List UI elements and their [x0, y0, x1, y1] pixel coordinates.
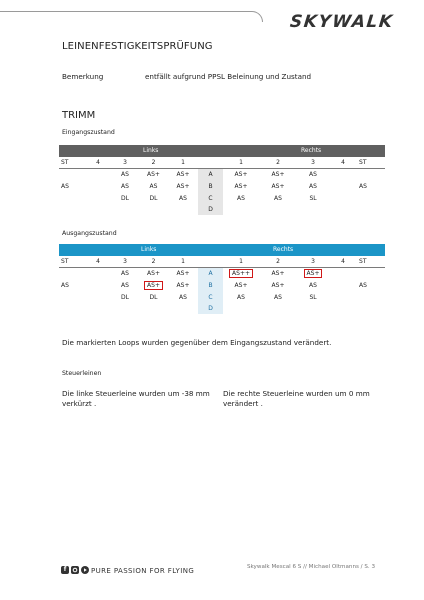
right-header: Rechts — [259, 244, 357, 256]
left-header: Links — [139, 145, 198, 157]
header-rule — [0, 11, 250, 12]
table-cell — [139, 280, 168, 292]
table-cell: DL — [149, 293, 158, 301]
table-row — [59, 303, 385, 315]
table-cell: AS+ — [147, 171, 160, 179]
table-cell: AS — [274, 293, 282, 301]
remark-label: Bemerkung — [62, 72, 104, 81]
table-cell — [297, 268, 329, 280]
table-row — [59, 204, 385, 216]
header-rule-curve — [248, 11, 263, 22]
output-state-label: Ausgangszustand — [62, 230, 117, 237]
table-cell: AS — [121, 171, 129, 179]
table-cell: AS+ — [271, 171, 285, 179]
st-left-value: AS — [61, 281, 69, 289]
table-cell: AS+ — [176, 182, 190, 190]
table-header-row — [59, 145, 385, 157]
col-label: 2 — [139, 157, 168, 169]
st-right-value: AS — [359, 182, 367, 190]
col-label: 3 — [111, 256, 139, 268]
remark-text: entfällt aufgrund PPSL Beleinung und Zustand — [145, 72, 312, 81]
social-icons — [61, 566, 89, 574]
input-state-label: Eingangszustand — [62, 129, 115, 136]
table-cell: AS — [121, 281, 129, 289]
table-cell: AS+ — [234, 281, 248, 289]
table-cell: AS+ — [271, 182, 285, 190]
col-label: 2 — [139, 256, 168, 268]
steering-title: Steuerleinen — [62, 370, 102, 377]
row-letter: A — [198, 268, 223, 280]
steering-right-text: Die rechte Steuerleine wurden um 0 mm verändert . — [223, 389, 370, 409]
page-title: LEINENFESTIGKEITSPRÜFUNG — [62, 41, 213, 52]
st-right-value: AS — [359, 281, 367, 289]
table-cell: AS+ — [176, 281, 190, 289]
table-cell: DL — [149, 194, 158, 202]
left-header: Links — [111, 244, 168, 256]
col-label: 1 — [168, 256, 198, 268]
table-cell: AS+ — [271, 281, 285, 289]
brand-logo: SKYWALK — [289, 12, 396, 32]
table-cell: DL — [121, 194, 129, 202]
row-letter: D — [198, 204, 223, 216]
instagram-icon[interactable] — [71, 566, 79, 574]
table-cell: AS — [237, 293, 245, 301]
table-cell: SL — [309, 293, 317, 301]
table-cell: AS — [309, 182, 317, 190]
row-letter: B — [198, 181, 223, 193]
row-letter: C — [198, 291, 223, 303]
col-label: 4 — [85, 157, 111, 169]
table-cell: AS+ — [176, 270, 190, 278]
col-label: 4 — [85, 256, 111, 268]
footer-doc-info: Skywalk Mescal 6 S // Michael Oltmanns / S. 3 — [246, 564, 376, 570]
table-cell: AS — [309, 281, 317, 289]
changed-loop-mark: AS+ — [144, 281, 163, 290]
col-label: ST — [357, 157, 385, 169]
table-cell: AS+ — [234, 182, 248, 190]
col-label: 4 — [329, 157, 357, 169]
table-cell: AS — [149, 182, 158, 190]
youtube-icon[interactable] — [81, 566, 89, 574]
table-row — [59, 192, 385, 204]
table-cell: AS — [309, 171, 317, 179]
table-row — [59, 291, 385, 303]
col-label: 2 — [259, 256, 297, 268]
table-cell: AS — [121, 182, 129, 190]
trim-heading: TRIMM — [62, 110, 96, 121]
col-label: 3 — [111, 157, 139, 169]
table-row — [59, 280, 385, 292]
table-cell: AS — [237, 194, 245, 202]
row-letter: C — [198, 192, 223, 204]
input-trim-table — [59, 145, 385, 215]
table-cell: AS+ — [147, 270, 160, 278]
row-letter: B — [198, 280, 223, 292]
col-label: ST — [357, 256, 385, 268]
col-label: ST — [59, 157, 85, 169]
col-label: ST — [59, 256, 85, 268]
table-row — [59, 268, 385, 280]
facebook-icon[interactable]: f — [61, 566, 69, 574]
table-cell: AS — [179, 293, 187, 301]
col-label: 1 — [223, 157, 259, 169]
table-cell: DL — [121, 293, 129, 301]
column-label-row — [59, 256, 385, 268]
table-header-row — [59, 244, 385, 256]
changed-loop-mark: AS++ — [229, 269, 253, 278]
col-label: 1 — [223, 256, 259, 268]
column-label-row — [59, 157, 385, 169]
col-label: 3 — [297, 256, 329, 268]
changed-loop-mark: AS+ — [304, 269, 323, 278]
row-letter: A — [198, 169, 223, 181]
table-cell: SL — [309, 194, 317, 202]
table-cell: AS — [274, 194, 282, 202]
changes-note: Die markierten Loops wurden gegenüber dem Eingangszustand verändert. — [62, 338, 332, 347]
table-row — [59, 181, 385, 193]
table-cell: AS — [121, 270, 129, 278]
table-cell: AS — [179, 194, 187, 202]
col-label: 3 — [297, 157, 329, 169]
table-cell: AS+ — [271, 270, 285, 278]
col-label: 4 — [329, 256, 357, 268]
st-left-value: AS — [61, 182, 69, 190]
col-label: 2 — [259, 157, 297, 169]
output-trim-table — [59, 244, 385, 314]
footer-slogan: PURE PASSION FOR FLYING — [91, 567, 195, 575]
steering-left-text: Die linke Steuerleine wurden um -38 mm verkürzt . — [62, 389, 210, 409]
table-row — [59, 169, 385, 181]
col-label: 1 — [168, 157, 198, 169]
row-letter: D — [198, 303, 223, 315]
right-header: Rechts — [297, 145, 385, 157]
table-cell: AS+ — [234, 171, 248, 179]
table-cell: AS+ — [176, 171, 190, 179]
table-cell — [223, 268, 259, 280]
